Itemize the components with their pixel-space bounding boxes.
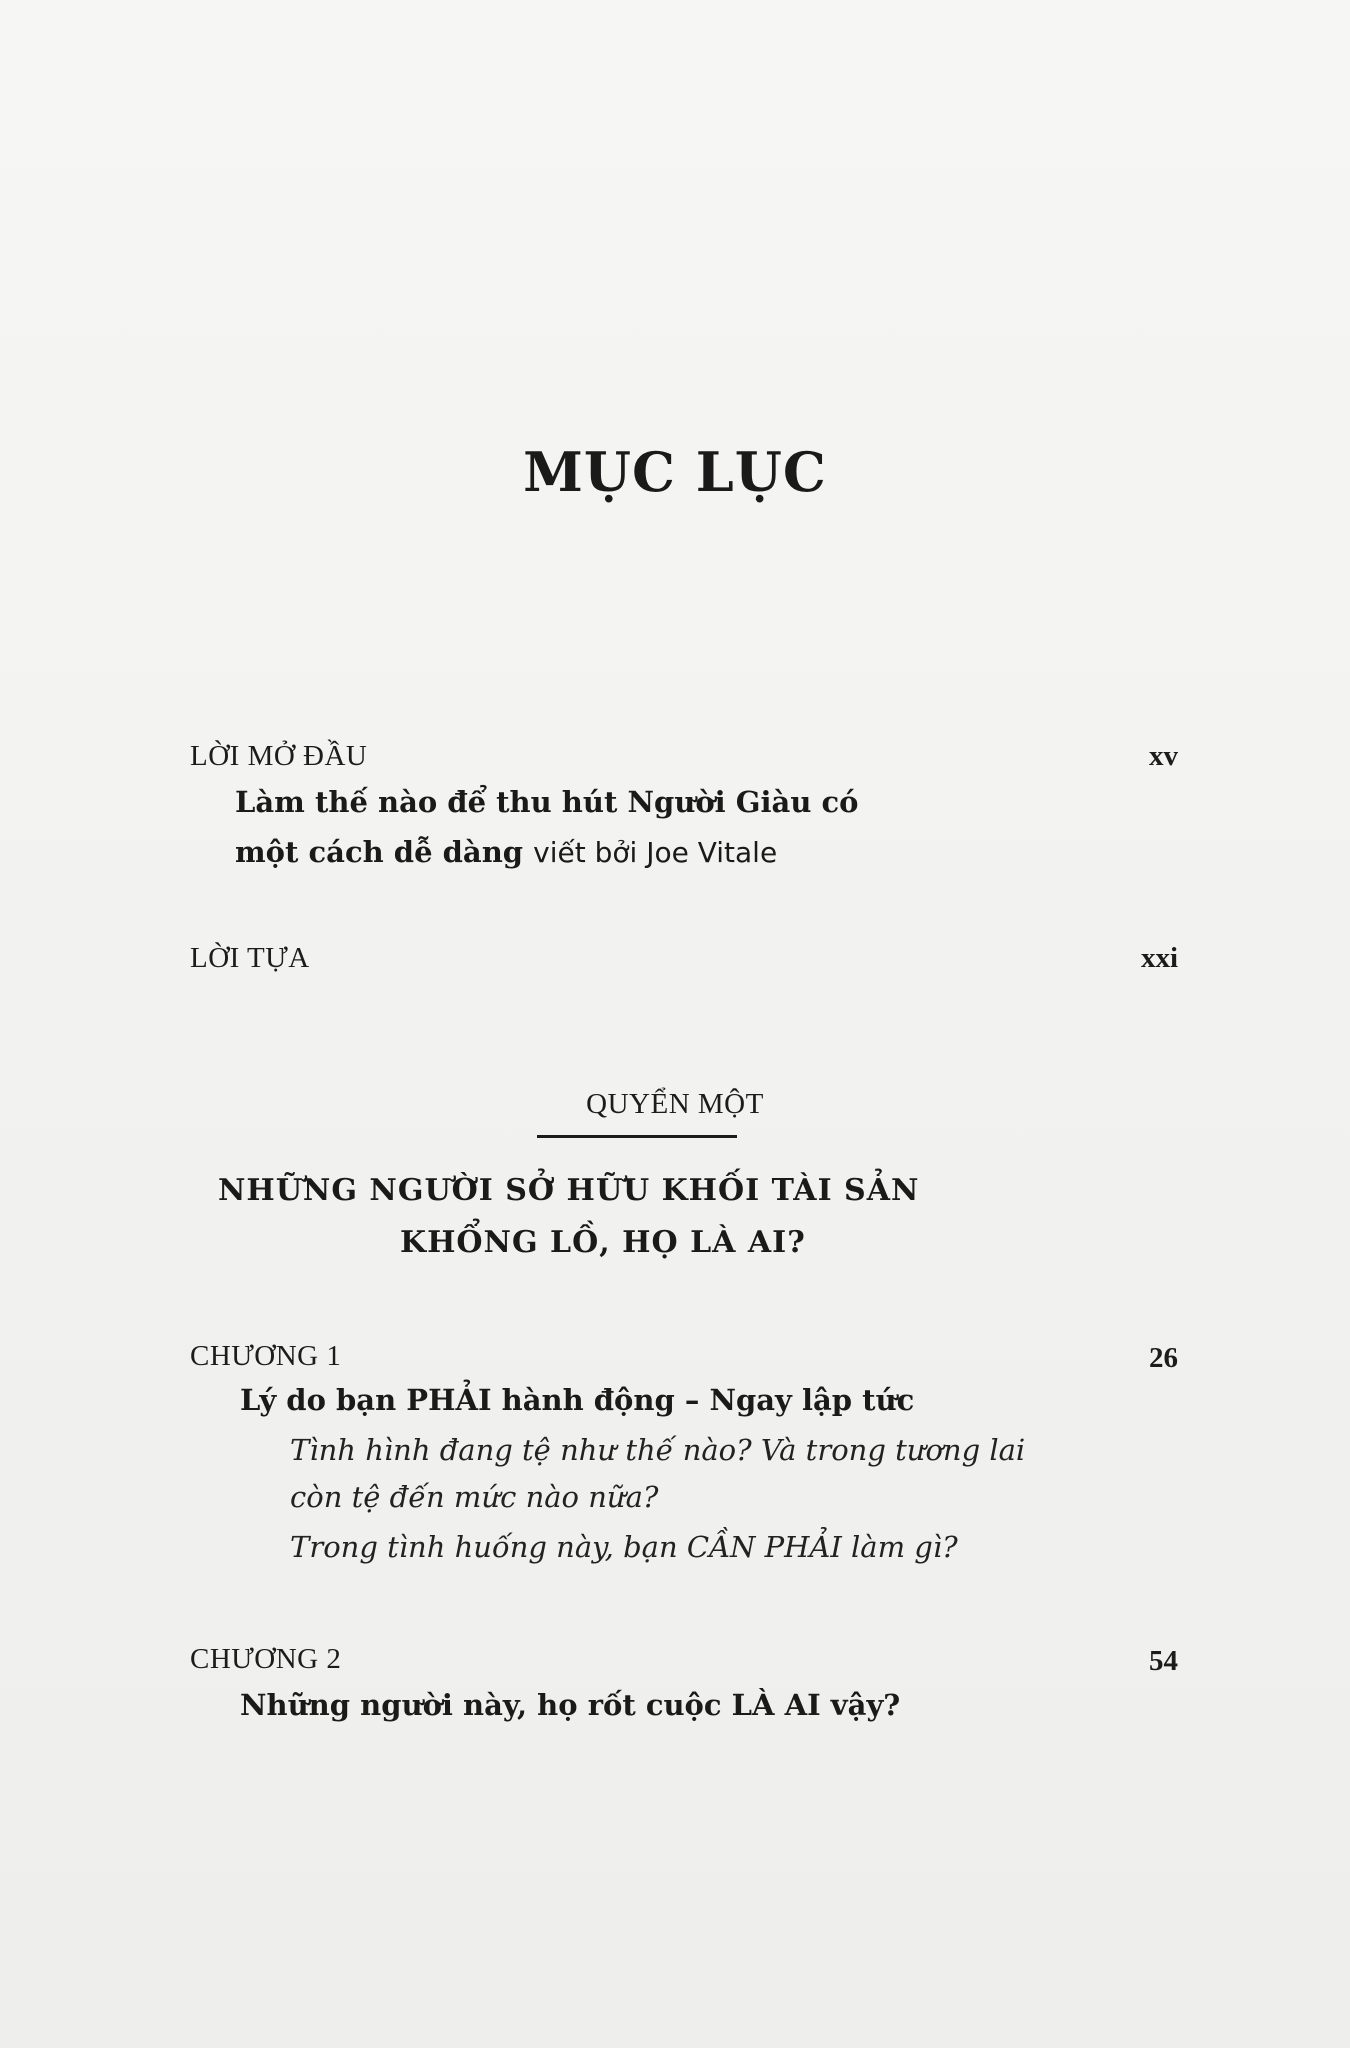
entry-byline: viết bởi Joe Vitale (533, 836, 778, 869)
chapter-1-label: CHƯƠNG 1 (190, 1340, 342, 1372)
entry-label-foreword: LỜI TỰA (190, 942, 310, 974)
chapter-1-sub-1: Tình hình đang tệ như thế nào? Và trong tương lai (290, 1433, 1026, 1467)
entry-heading-preface: Làm thế nào để thu hút Người Giàu có (235, 785, 859, 819)
chapter-1-page: 26 (1149, 1342, 1178, 1374)
chapter-1-sub-2: còn tệ đến mức nào nữa? (290, 1480, 659, 1514)
chapter-1-heading: Lý do bạn PHẢI hành động – Ngay lập tức (240, 1383, 915, 1417)
part-title-line1: NHỮNG NGƯỜI SỞ HỮU KHỐI TÀI SẢN (218, 1173, 920, 1208)
part-title-line2: KHỔNG LỒ, HỌ LÀ AI? (400, 1225, 806, 1260)
entry-heading-preface-line2-text: một cách dễ dàng (235, 835, 524, 869)
part-label: QUYỂN MỘT (586, 1088, 764, 1120)
chapter-2-page: 54 (1149, 1645, 1178, 1677)
chapter-2-label: CHƯƠNG 2 (190, 1643, 342, 1675)
entry-page-preface: xv (1149, 740, 1178, 772)
entry-heading-preface-line2 (235, 835, 777, 869)
entry-page-foreword: xxi (1140, 942, 1178, 974)
part-divider (537, 1135, 737, 1138)
entry-label-preface: LỜI MỞ ĐẦU (190, 740, 368, 772)
page-title: MỤC LỤC (523, 440, 827, 504)
chapter-2-heading: Những người này, họ rốt cuộc LÀ AI vậy? (240, 1688, 901, 1722)
chapter-1-sub-3: Trong tình huống này, bạn CẦN PHẢI làm gì? (290, 1530, 958, 1564)
